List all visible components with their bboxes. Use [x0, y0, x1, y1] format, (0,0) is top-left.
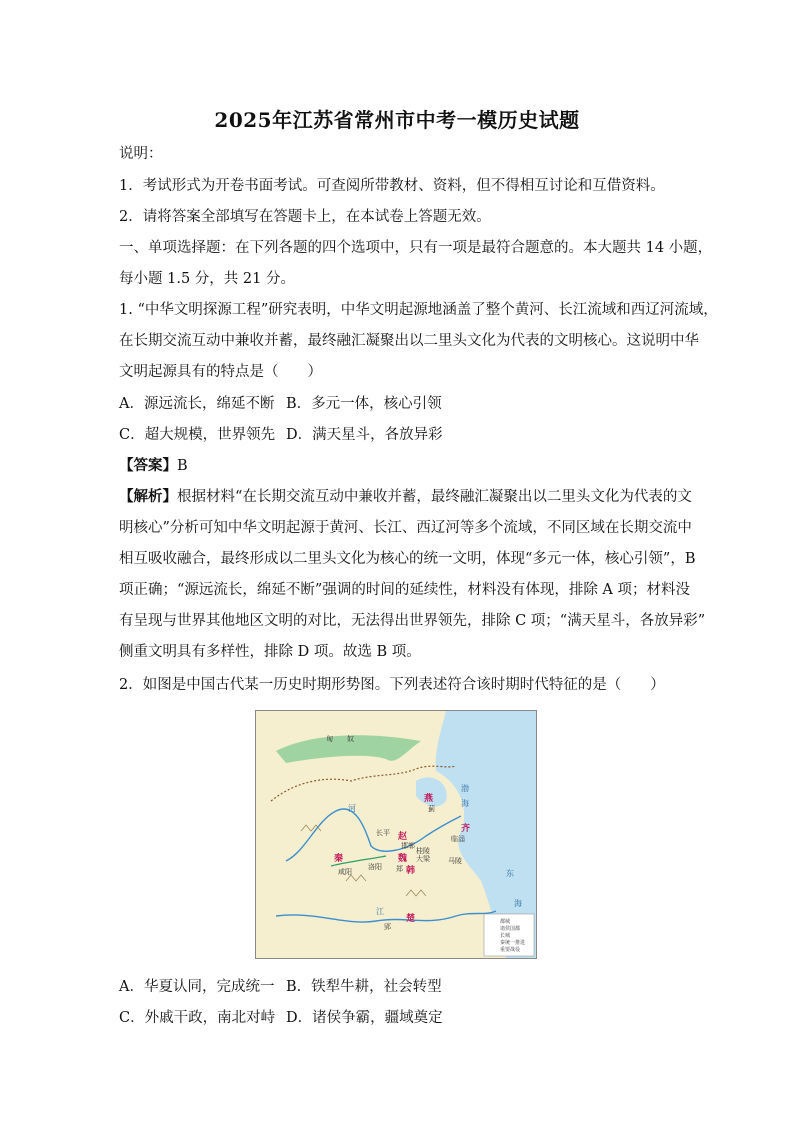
- map-state-wei: 魏: [398, 854, 408, 864]
- section-instructions-line-1: 一、单项选择题：在下列各题的四个选项中，只有一项是最符合题意的。本大题共 14 小题，: [119, 240, 713, 256]
- q1-options-row-1: [119, 394, 684, 414]
- map-state-chu: 楚: [406, 914, 416, 924]
- q1-stem-line-1: 1. “中华文明探源工程”研究表明，中华文明起源地涵盖了整个黄河、长江流域和西辽河流域，: [119, 302, 718, 318]
- intro-note-1: 1．考试形式为开卷书面考试。可查阅所带教材、资料，但不得相互讨论和互借资料。: [119, 178, 665, 194]
- map-city-ji: 蓟: [428, 805, 435, 813]
- intro-note-2: 2．请将答案全部填写在答题卡上，在本试卷上答题无效。: [119, 209, 491, 225]
- map-sea-hai-2: 海: [514, 899, 522, 908]
- q1-stem-line-3: 文明起源具有的特点是（ ）: [119, 364, 322, 380]
- map-city-zheng: 郑: [396, 865, 403, 873]
- q1-options-row-2: [119, 425, 684, 445]
- answer-label: 【答案】: [119, 457, 177, 474]
- q2-option-a: A．华夏认同，完成统一: [119, 979, 275, 995]
- q1-analysis-line-3: 相互吸收融合，最终形成以二里头文化为核心的统一文明，体现“多元一体，核心引领”，B: [119, 551, 696, 567]
- map-state-qin: 秦: [334, 854, 344, 864]
- page-title: 2025年江苏省常州市中考一模历史试题: [214, 108, 580, 132]
- map-city-handan: 邯郸: [401, 842, 415, 850]
- map-river-jiang: 江: [376, 907, 384, 916]
- map-legend-advance: 秦统一推进: [500, 940, 526, 946]
- map-sea-hai-1: 海: [461, 799, 469, 808]
- q2-options-row-1: [119, 977, 684, 997]
- q1-option-a: A．源远流长，绵延不断: [119, 396, 275, 412]
- q1-option-b: B．多元一体，核心引领: [286, 396, 442, 412]
- map-legend-capital: 都城: [500, 919, 511, 925]
- historical-map: [255, 710, 537, 959]
- q2-options-row-2: [119, 1008, 684, 1028]
- map-state-zhao: 赵: [398, 832, 408, 842]
- map-state-han: 韩: [406, 866, 416, 876]
- map-legend-state-capital: 诸侯国都: [500, 926, 521, 932]
- map-legend-great-wall: 长城: [500, 933, 511, 939]
- map-city-ying: 郢: [384, 923, 391, 931]
- analysis-text: 根据材料“在长期交流互动中兼收并蓄，最终融汇凝聚出以二里头文化为代表的文: [177, 489, 692, 505]
- map-sea-bo: 渤: [461, 784, 469, 793]
- analysis-label: 【解析】: [119, 488, 177, 505]
- q1-analysis-line-6: 侧重文明具有多样性，排除 D 项。故选 B 项。: [119, 644, 421, 660]
- map-city-maling: 马陵: [448, 857, 462, 865]
- q2-stem: 2．如图是中国古代某一历史时期形势图。下列表述符合该时期时代特征的是（ ）: [119, 677, 665, 693]
- map-graphic: [256, 711, 536, 958]
- q1-analysis-line-5: 有呈现与世界其他地区文明的对比，无法得出世界领先，排除 C 项；“满天星斗，各放异彩”: [119, 613, 706, 629]
- map-city-linzi: 临淄: [451, 835, 465, 843]
- q2-option-d: D．诸侯争霸，疆域奠定: [286, 1010, 443, 1026]
- map-legend-battle: 重要战役: [500, 947, 521, 953]
- map-city-luoyang: 洛阳: [368, 863, 382, 871]
- q2-option-b: B．铁犁牛耕，社会转型: [286, 979, 442, 995]
- section-instructions-line-2: 每小题 1.5 分，共 21 分。: [119, 271, 295, 287]
- map-city-daliang: 大梁: [416, 855, 430, 863]
- q2-option-c: C．外戚干政，南北对峙: [119, 1010, 276, 1026]
- map-city-xianyang: 咸阳: [338, 868, 352, 876]
- q1-answer: [119, 456, 684, 476]
- q1-option-c: C．超大规模，世界领先: [119, 427, 276, 443]
- q1-analysis-line-2: 明核心”分析可知中华文明起源于黄河、长江、西辽河等多个流域，不同区域在长期交流中: [119, 520, 692, 536]
- map-city-guiling: 桂陵: [416, 847, 430, 855]
- intro-heading: 说明：: [119, 146, 163, 162]
- map-sea-dong: 东: [506, 869, 514, 878]
- q1-stem-line-2: 在长期交流互动中兼收并蓄，最终融汇凝聚出以二里头文化为代表的文明核心。这说明中华: [119, 333, 699, 349]
- map-city-changping: 长平: [376, 829, 390, 837]
- map-river-he: 河: [348, 804, 356, 813]
- q1-option-d: D．满天星斗，各放异彩: [286, 427, 443, 443]
- map-state-yan: 燕: [424, 794, 434, 804]
- q1-analysis-line-1: [119, 487, 692, 507]
- q1-analysis-line-4: 项正确；“源远流长，绵延不断”强调的时间的延续性，材料没有体现，排除 A 项；材料没: [119, 582, 691, 598]
- answer-value: B: [177, 458, 188, 474]
- map-state-qi: 齐: [461, 824, 471, 834]
- map-label-xiongnu: 匈 奴: [326, 735, 354, 743]
